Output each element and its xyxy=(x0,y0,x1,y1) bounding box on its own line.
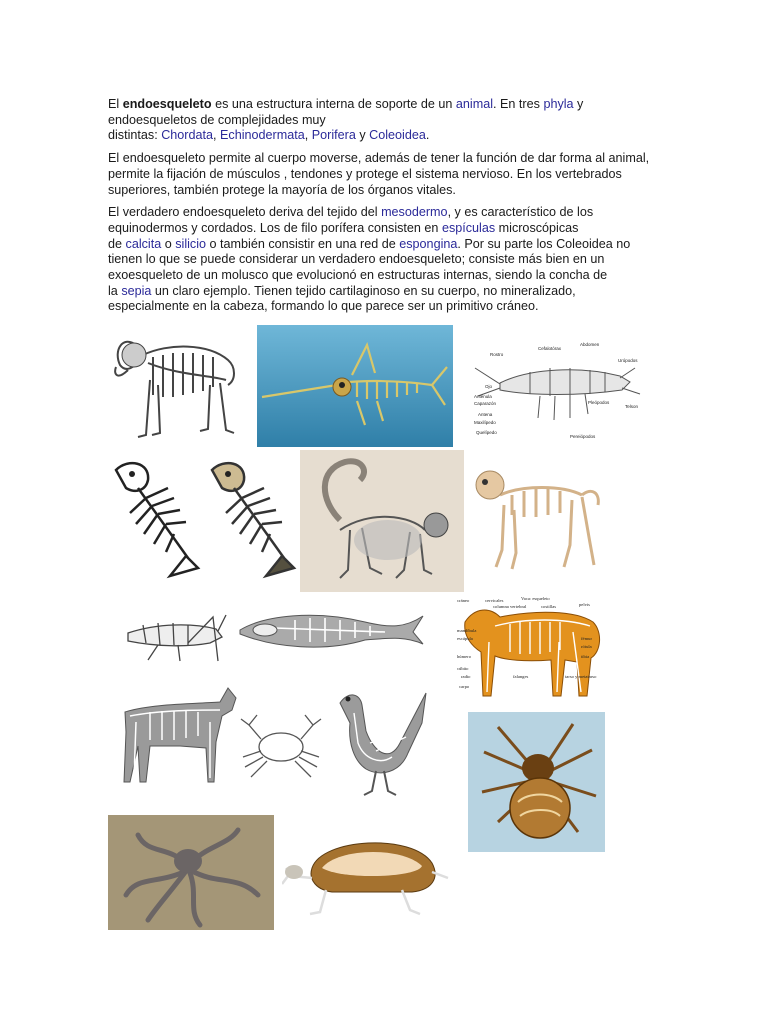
link-espiculas[interactable]: espículas xyxy=(441,220,496,235)
label-mandibula: mandíbula xyxy=(457,628,477,633)
image-dog-skeleton xyxy=(472,455,606,577)
text-run: endoesqueletos de complejidades muy xyxy=(108,112,326,127)
label-costillas: costillas xyxy=(541,604,557,609)
link-coleoidea[interactable]: Coleoidea xyxy=(369,128,426,143)
label-pleopodos: Pleópodos xyxy=(588,400,610,405)
label-caparazon: Caparazón xyxy=(474,401,497,406)
text-run: . Por su parte los Coleoidea no tienen lo que se puede considerar un verdadero endoesqueleto; consiste más bien en un exoesqueleto de un molusco que evolucionó en estructuras internas, siendo la concha de xyxy=(108,236,631,283)
text-run: y xyxy=(355,128,370,143)
bird-skeleton-drawing xyxy=(330,673,430,798)
text-run: El xyxy=(108,97,123,111)
image-cow-skeleton xyxy=(455,592,607,706)
text-run: El verdadero endoesqueleto deriva del tejido del xyxy=(108,205,382,220)
text-run: . En tres xyxy=(493,97,544,111)
image-crab-outline xyxy=(235,705,327,785)
label-telson: Telson xyxy=(625,404,639,409)
label-femur: fémur xyxy=(581,636,592,641)
label-cervicales: cervicales xyxy=(485,598,504,603)
text-run: o xyxy=(161,236,176,251)
link-silicio[interactable]: silicio xyxy=(175,236,207,251)
link-porifera[interactable]: Porifera xyxy=(311,128,356,143)
label-uropodos: Urópodos xyxy=(618,358,638,363)
image-dolphin-skeleton xyxy=(235,600,427,658)
text-run: , xyxy=(304,128,312,143)
crab-drawing xyxy=(235,705,327,785)
text-run: o también consistir en una red de xyxy=(206,236,400,251)
label-rotula: rótula xyxy=(581,644,592,649)
text-run: distintas: xyxy=(108,128,162,143)
mammoth-skeleton-drawing xyxy=(108,325,250,447)
label-pelvis: pelvis xyxy=(579,602,590,607)
link-sepia[interactable]: sepia xyxy=(121,283,152,298)
crayfish-diagram-drawing xyxy=(470,338,652,448)
label-craneo: cráneo xyxy=(457,598,470,603)
text-run: la xyxy=(108,283,122,298)
label-antena: Antena xyxy=(478,412,493,417)
link-espongina[interactable]: espongina xyxy=(399,236,458,251)
text-run: de xyxy=(108,236,126,251)
swordfish-skeleton-drawing xyxy=(257,325,453,447)
image-mammoth-skeleton xyxy=(108,325,250,447)
image-dog-silhouette-skeleton xyxy=(110,682,242,792)
label-tarso: tarso y metatarso xyxy=(565,674,597,679)
label-cefalotorax: Cefalotórax xyxy=(538,346,562,351)
paragraph-intro xyxy=(108,97,656,144)
dog-silhouette-drawing xyxy=(110,682,242,792)
lemur-skeleton-drawing xyxy=(300,450,464,592)
label-abdomen: Abdomen xyxy=(580,342,600,347)
fish-bone-white-drawing xyxy=(108,458,203,583)
link-mesodermo[interactable]: mesodermo xyxy=(381,205,448,220)
link-animal[interactable]: animal xyxy=(455,97,494,111)
image-bird-skeleton xyxy=(330,673,430,798)
label-cow-title: Vaca: esqueleto xyxy=(521,596,550,601)
text-run: y xyxy=(573,97,584,111)
image-fish-bone-tan xyxy=(204,458,300,583)
label-rostro: Rostro xyxy=(490,352,504,357)
octopus-photo-drawing xyxy=(108,815,274,930)
image-octopus-photo xyxy=(108,815,274,930)
image-swordfish-skeleton xyxy=(257,325,453,447)
text-run: un claro ejemplo. Tienen tejido cartilaginoso en su cuerpo, no mineralizado, especialmente en la cabeza, formando lo que parece ser un primitivo cráneo. xyxy=(108,283,576,314)
image-fish-bone-white xyxy=(108,458,203,583)
term-endoesqueleto: endoesqueleto xyxy=(122,97,212,111)
label-falanges: falanges xyxy=(513,674,529,679)
text-run: , xyxy=(213,128,221,143)
label-cubito: cúbito xyxy=(457,666,469,671)
text-run: , y es característico de los equinodermos y cordados. Los de filo porífera consisten en xyxy=(108,205,594,235)
label-radio: radio xyxy=(461,674,471,679)
paragraph-function: El endoesqueleto permite al cuerpo moverse, además de tener la función de dar forma al animal, permite la fijación de músculos , tendones y protege el sistema nervioso. En los vertebrados superiores, también protege la mayoría de los órganos vitales. xyxy=(108,151,650,197)
paragraph-origin xyxy=(108,205,656,315)
link-calcita[interactable]: calcita xyxy=(125,236,162,251)
text-run: . xyxy=(425,128,430,143)
label-escapula: escápula xyxy=(457,636,473,641)
link-chordata[interactable]: Chordata xyxy=(161,128,214,143)
image-spider-photo xyxy=(468,712,605,852)
label-carpo: carpo xyxy=(459,684,470,689)
text-run: es una estructura interna de soporte de un xyxy=(211,97,456,111)
label-quelipedo: Quelípedo xyxy=(476,430,497,435)
link-echinodermata[interactable]: Echinodermata xyxy=(220,128,305,143)
label-humero: húmero xyxy=(457,654,472,659)
turtle-skeleton-drawing xyxy=(282,828,452,918)
image-lemur-skeleton xyxy=(300,450,464,592)
grasshopper-drawing xyxy=(118,605,228,665)
image-crayfish-diagram xyxy=(470,338,652,448)
label-antenula: Anténula xyxy=(474,394,492,399)
dog-skeleton-drawing xyxy=(472,455,606,577)
label-maxilipedo: Maxilípedo xyxy=(474,420,496,425)
dolphin-drawing xyxy=(235,600,427,658)
label-ojo: Ojo xyxy=(485,384,493,389)
image-turtle-skeleton xyxy=(282,828,452,918)
fish-bone-tan-drawing xyxy=(204,458,300,583)
cow-skeleton-drawing xyxy=(455,592,607,706)
label-tibia: tibia xyxy=(581,654,590,659)
article-text xyxy=(108,97,656,322)
image-grasshopper-skeleton xyxy=(118,605,228,665)
spider-photo-drawing xyxy=(468,712,605,852)
link-phyla[interactable]: phyla xyxy=(543,97,574,111)
label-pereiopodos: Pereiópodos xyxy=(570,434,596,439)
label-columna: columna vertebral xyxy=(493,604,527,609)
text-run: microscópicas xyxy=(495,220,579,235)
